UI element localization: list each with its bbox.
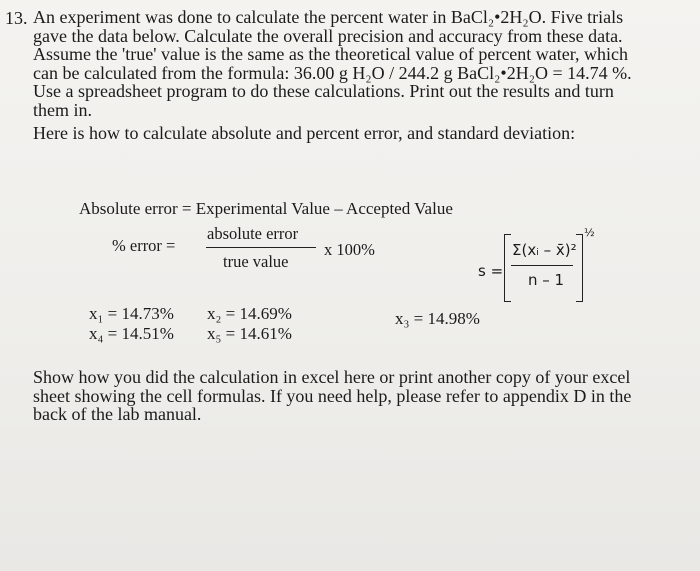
question-text [33, 8, 632, 142]
percent-error-multiplier: x 100% [324, 240, 375, 259]
closing-line: back of the lab manual. [33, 404, 202, 425]
fraction-bar [206, 247, 316, 248]
absolute-error-formula: Absolute error = Experimental Value – Accepted Value [79, 199, 453, 218]
trial-x2: x₂ = 14.69% [207, 304, 292, 323]
left-bracket [504, 234, 511, 302]
question-line: Use a spreadsheet program to do these calculations. Print out the results and turn [33, 81, 614, 102]
question-line: them in. [33, 99, 92, 120]
question-line: gave the data below. Calculate the overall precision and accuracy from these data. [33, 25, 623, 46]
closing-line: sheet showing the cell formulas. If you need help, please refer to appendix D in the [33, 385, 632, 406]
question-line: can be calculated from the formula: 36.00 g H₂O / 244.2 g BaCl₂•2H₂O = 14.74 %. [33, 62, 632, 83]
sd-exponent: ½ [584, 226, 595, 239]
sd-s-label: s = [478, 262, 504, 280]
closing-text [33, 368, 631, 424]
question-line: An experiment was done to calculate the percent water in BaCl₂•2H₂O. Five trials [33, 7, 624, 27]
closing-line: Show how you did the calculation in excel here or print another copy of your excel [33, 367, 631, 387]
question-number: 13. [5, 8, 28, 28]
sd-numerator: Σ(xᵢ – x̄)² [512, 241, 577, 259]
trial-x5: x₅ = 14.61% [207, 324, 292, 343]
percent-error-numerator: absolute error [207, 224, 299, 243]
percent-error-label: % error = [112, 236, 176, 255]
sd-fraction-bar [511, 265, 573, 266]
sd-denominator: n – 1 [528, 271, 565, 289]
question-line: Assume the 'true' value is the same as the theoretical value of percent water, which [33, 44, 629, 65]
instruction-line: Here is how to calculate absolute and percent error, and standard deviation: [33, 122, 576, 143]
trial-x1: x₁ = 14.73% [89, 304, 174, 323]
trial-x3: x₃ = 14.98% [395, 309, 480, 328]
right-bracket [576, 234, 583, 302]
trial-x4: x₄ = 14.51% [89, 324, 174, 343]
percent-error-denominator: true value [223, 252, 289, 271]
standard-deviation-formula [478, 228, 618, 308]
